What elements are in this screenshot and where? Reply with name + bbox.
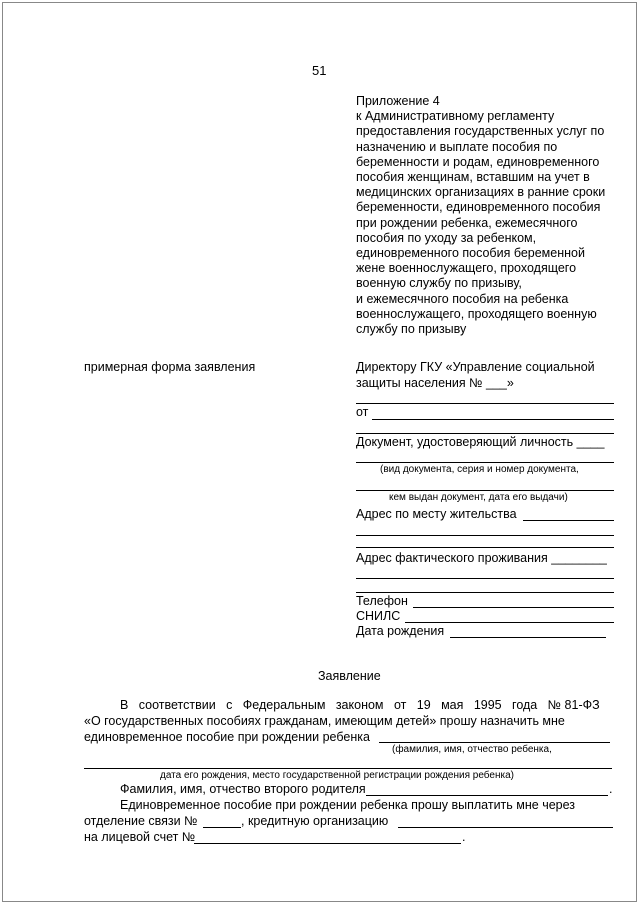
appendix-line: единовременного пособия беременной [356,246,585,261]
child-name-field[interactable] [379,742,610,743]
bank-field[interactable] [398,827,613,828]
appendix-line: и ежемесячного пособия на ребенка [356,291,569,306]
appendix-block [356,94,605,337]
addressee-line1: Директору ГКУ «Управление социальной [356,360,595,374]
residence-field-2[interactable] [356,535,614,536]
body-para1-line1: В соответствии с Федеральным законом от 19 мая 1995 года № 81-ФЗ [120,698,600,712]
account-field[interactable] [194,843,461,844]
appendix-line: жене военнослужащего, проходящего [356,261,577,276]
appendix-line: предоставления государственных услуг по [356,124,605,139]
appendix-line: при рождении ребенка, ежемесячного [356,215,578,230]
residence-field-3[interactable] [356,547,614,548]
appendix-line: военнослужащего, проходящего военную [356,306,597,321]
account-label: на лицевой счет № [84,830,196,844]
payout-line1: Единовременное пособие при рождении ребенка прошу выплатить мне через [120,798,576,812]
residence-label: Адрес по месту жительства [356,507,517,521]
from-label: от [356,405,369,419]
residence-field[interactable] [523,520,614,521]
phone-label: Телефон [356,594,408,608]
appendix-line: к Административному регламенту [356,109,555,124]
account-end: . [462,830,466,844]
snils-field[interactable] [405,622,614,623]
appendix-line: пособия по уходу за ребенком, [356,230,537,245]
actual-address-field-2[interactable] [356,592,614,593]
actual-address-label: Адрес фактического проживания ________ [356,551,607,565]
body-para1-line2: «О государственных пособиях гражданам, имеющим детей» прошу назначить мне [84,714,565,728]
document-field[interactable] [356,462,614,463]
addressee-line2: защиты населения № ___» [356,376,514,390]
payout-post-office-label: отделение связи № [84,814,198,828]
appendix-line: пособия женщинам, вставшим на учет в [356,170,590,185]
issued-hint: кем выдан документ, дата его выдачи) [389,492,568,503]
appendix-line: беременности, единовременного пособия [356,200,601,215]
snils-label: СНИЛС [356,609,401,623]
second-parent-end: . [609,782,613,796]
actual-address-field[interactable] [356,578,614,579]
document-hint: (вид документа, серия и номер документа, [380,464,579,475]
page-number: 51 [312,63,327,78]
child-hint: (фамилия, имя, отчество ребенка, [392,744,552,755]
second-parent-field[interactable] [366,795,608,796]
from-field[interactable] [372,419,614,420]
document-label: Документ, удостоверяющий личность ____ [356,435,605,449]
addressee-blank-line[interactable] [356,403,614,404]
phone-field[interactable] [413,607,614,608]
payout-bank-label: , кредитную организацию [241,814,389,828]
document-field-2[interactable] [356,490,614,491]
document-title: Заявление [318,669,381,683]
birth-hint: дата его рождения, место государственной регистрации рождения ребенка) [160,770,514,781]
post-office-field[interactable] [203,827,241,828]
from-field-2[interactable] [356,433,614,434]
appendix-line: Приложение 4 [356,94,440,108]
second-parent-label: Фамилия, имя, отчество второго родителя [120,782,366,796]
appendix-line: службу по призыву [356,322,467,337]
appendix-line: медицинских организациях в ранние сроки [356,185,606,200]
form-label: примерная форма заявления [84,360,256,374]
birthdate-label: Дата рождения [356,624,445,638]
appendix-line: беременности и родам, единовременного [356,154,600,169]
body-para1-line3: единовременное пособие при рождении ребенка [84,730,370,744]
appendix-line: военную службу по призыву, [356,276,522,291]
child-details-field[interactable] [84,768,612,769]
birthdate-field[interactable] [450,637,606,638]
appendix-line: назначению и выплате пособия по [356,139,558,154]
